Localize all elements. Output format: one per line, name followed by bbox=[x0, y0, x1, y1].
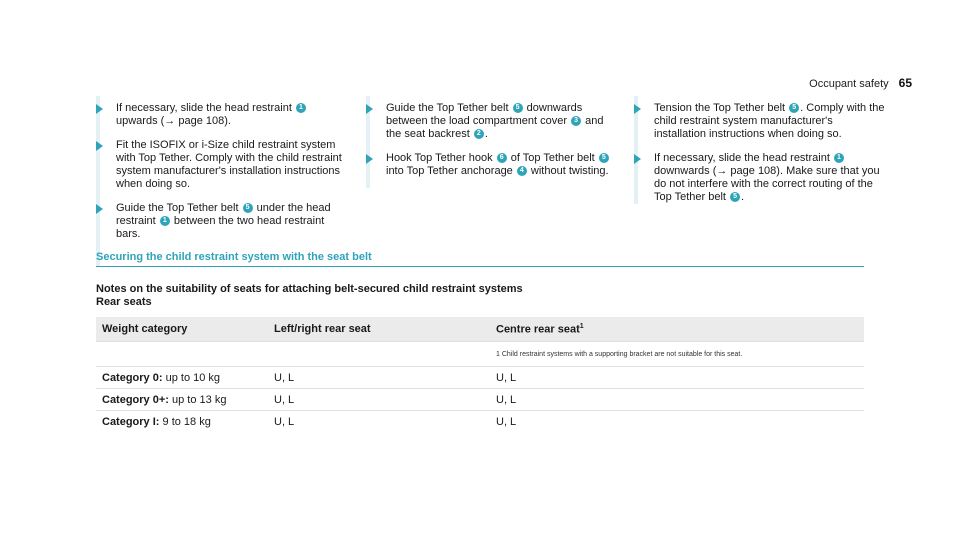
step-text: downwards between the load compartment cover bbox=[386, 102, 583, 127]
step-text: Tension the Top Tether belt bbox=[654, 102, 789, 114]
category-weight: up to 13 kg bbox=[172, 393, 227, 406]
callout-number-badge: 5 bbox=[513, 103, 523, 113]
steps-column-3 bbox=[634, 102, 886, 215]
weight-category-cell bbox=[96, 367, 268, 389]
step-text: and the seat backrest bbox=[386, 115, 604, 140]
step-text: under the head restraint bbox=[116, 202, 331, 227]
step-arrow-icon bbox=[96, 141, 103, 151]
step-text: . bbox=[741, 191, 745, 203]
step-arrow-icon bbox=[96, 104, 103, 114]
category-weight: up to 10 kg bbox=[165, 371, 221, 384]
category-label: Category 0+: bbox=[102, 393, 169, 406]
header-weight-category: Weight category bbox=[96, 317, 268, 342]
table-row bbox=[96, 411, 864, 433]
step-text: . bbox=[484, 128, 488, 140]
table-header-row bbox=[96, 317, 864, 342]
left-right-seat-cell: U, L bbox=[268, 367, 490, 389]
callout-number-badge: 5 bbox=[243, 203, 253, 213]
step-text: . Comply with the child restraint system manufacturer's installation instructions when doing so. bbox=[654, 102, 885, 140]
header-centre-label: Centre rear seat bbox=[496, 323, 580, 336]
step-arrow-icon bbox=[634, 154, 641, 164]
header-left-right-seat: Left/right rear seat bbox=[268, 317, 490, 342]
callout-number-badge: 1 bbox=[834, 153, 844, 163]
callout-number-badge: 3 bbox=[571, 116, 581, 126]
instruction-step bbox=[96, 102, 348, 128]
step-text: of Top Tether belt bbox=[507, 152, 598, 164]
category-weight: 9 to 18 kg bbox=[162, 415, 211, 428]
callout-number-badge: 4 bbox=[517, 166, 527, 176]
centre-seat-cell: U, L bbox=[490, 367, 864, 389]
step-text: downwards (→ page 108). Make sure that you do not interfere with the correct routing of the Top Tether belt bbox=[654, 165, 880, 203]
step-text: Guide the Top Tether belt bbox=[386, 102, 512, 114]
left-right-seat-cell: U, L bbox=[268, 411, 490, 433]
left-right-seat-cell: U, L bbox=[268, 389, 490, 411]
empty-cell bbox=[96, 342, 268, 367]
category-label: Category 0: bbox=[102, 371, 163, 384]
steps-column-1 bbox=[96, 102, 348, 252]
step-arrow-icon bbox=[366, 154, 373, 164]
callout-number-badge: 1 bbox=[296, 103, 306, 113]
instruction-step bbox=[634, 152, 886, 204]
instruction-step bbox=[366, 152, 618, 178]
instruction-step bbox=[634, 102, 886, 141]
footnote-mark: 1 bbox=[579, 322, 584, 330]
step-text: Fit the ISOFIX or i-Size child restraint system with Top Tether. Comply with the child restraint system manufacturer's installation instructions when doing so. bbox=[116, 139, 342, 190]
centre-seat-cell: U, L bbox=[490, 389, 864, 411]
step-text: between the two head restraint bars. bbox=[116, 215, 325, 240]
footnote-text: 1 Child restraint systems with a supporting bracket are not suitable for this seat. bbox=[490, 342, 864, 367]
page-header bbox=[809, 76, 912, 90]
callout-number-badge: 2 bbox=[474, 129, 484, 139]
step-text: If necessary, slide the head restraint bbox=[116, 102, 295, 114]
table-row bbox=[96, 367, 864, 389]
callout-number-badge: 5 bbox=[599, 153, 609, 163]
step-arrow-icon bbox=[366, 104, 373, 114]
step-text: Guide the Top Tether belt bbox=[116, 202, 242, 214]
step-text: without twisting. bbox=[527, 165, 609, 177]
footnote-row bbox=[96, 342, 864, 367]
centre-seat-cell: U, L bbox=[490, 411, 864, 433]
notes-subheading: Rear seats bbox=[96, 296, 152, 308]
step-text: Hook Top Tether hook bbox=[386, 152, 496, 164]
step-text: upwards (→ page 108). bbox=[116, 115, 231, 127]
step-text: into Top Tether anchorage bbox=[386, 165, 516, 177]
instruction-step bbox=[366, 102, 618, 141]
weight-category-cell bbox=[96, 411, 268, 433]
category-label: Category I: bbox=[102, 415, 160, 428]
instruction-step bbox=[96, 202, 348, 241]
callout-number-badge: 5 bbox=[789, 103, 799, 113]
section-title: Securing the child restraint system with the seat belt bbox=[96, 251, 864, 267]
header-centre-seat bbox=[490, 317, 864, 342]
step-arrow-icon bbox=[96, 204, 103, 214]
page-number: 65 bbox=[898, 76, 912, 90]
suitability-table bbox=[96, 317, 864, 432]
steps-column-2 bbox=[366, 102, 618, 189]
notes-line: Notes on the suitability of seats for attaching belt-secured child restraint systems bbox=[96, 283, 523, 295]
table-row bbox=[96, 389, 864, 411]
notes-heading bbox=[96, 283, 523, 309]
callout-number-badge: 6 bbox=[497, 153, 507, 163]
empty-cell bbox=[268, 342, 490, 367]
callout-number-badge: 5 bbox=[730, 192, 740, 202]
instruction-step bbox=[96, 139, 348, 191]
weight-category-cell bbox=[96, 389, 268, 411]
step-text: If necessary, slide the head restraint bbox=[654, 152, 833, 164]
callout-number-badge: 1 bbox=[160, 216, 170, 226]
step-arrow-icon bbox=[634, 104, 641, 114]
section-name: Occupant safety bbox=[809, 78, 889, 90]
